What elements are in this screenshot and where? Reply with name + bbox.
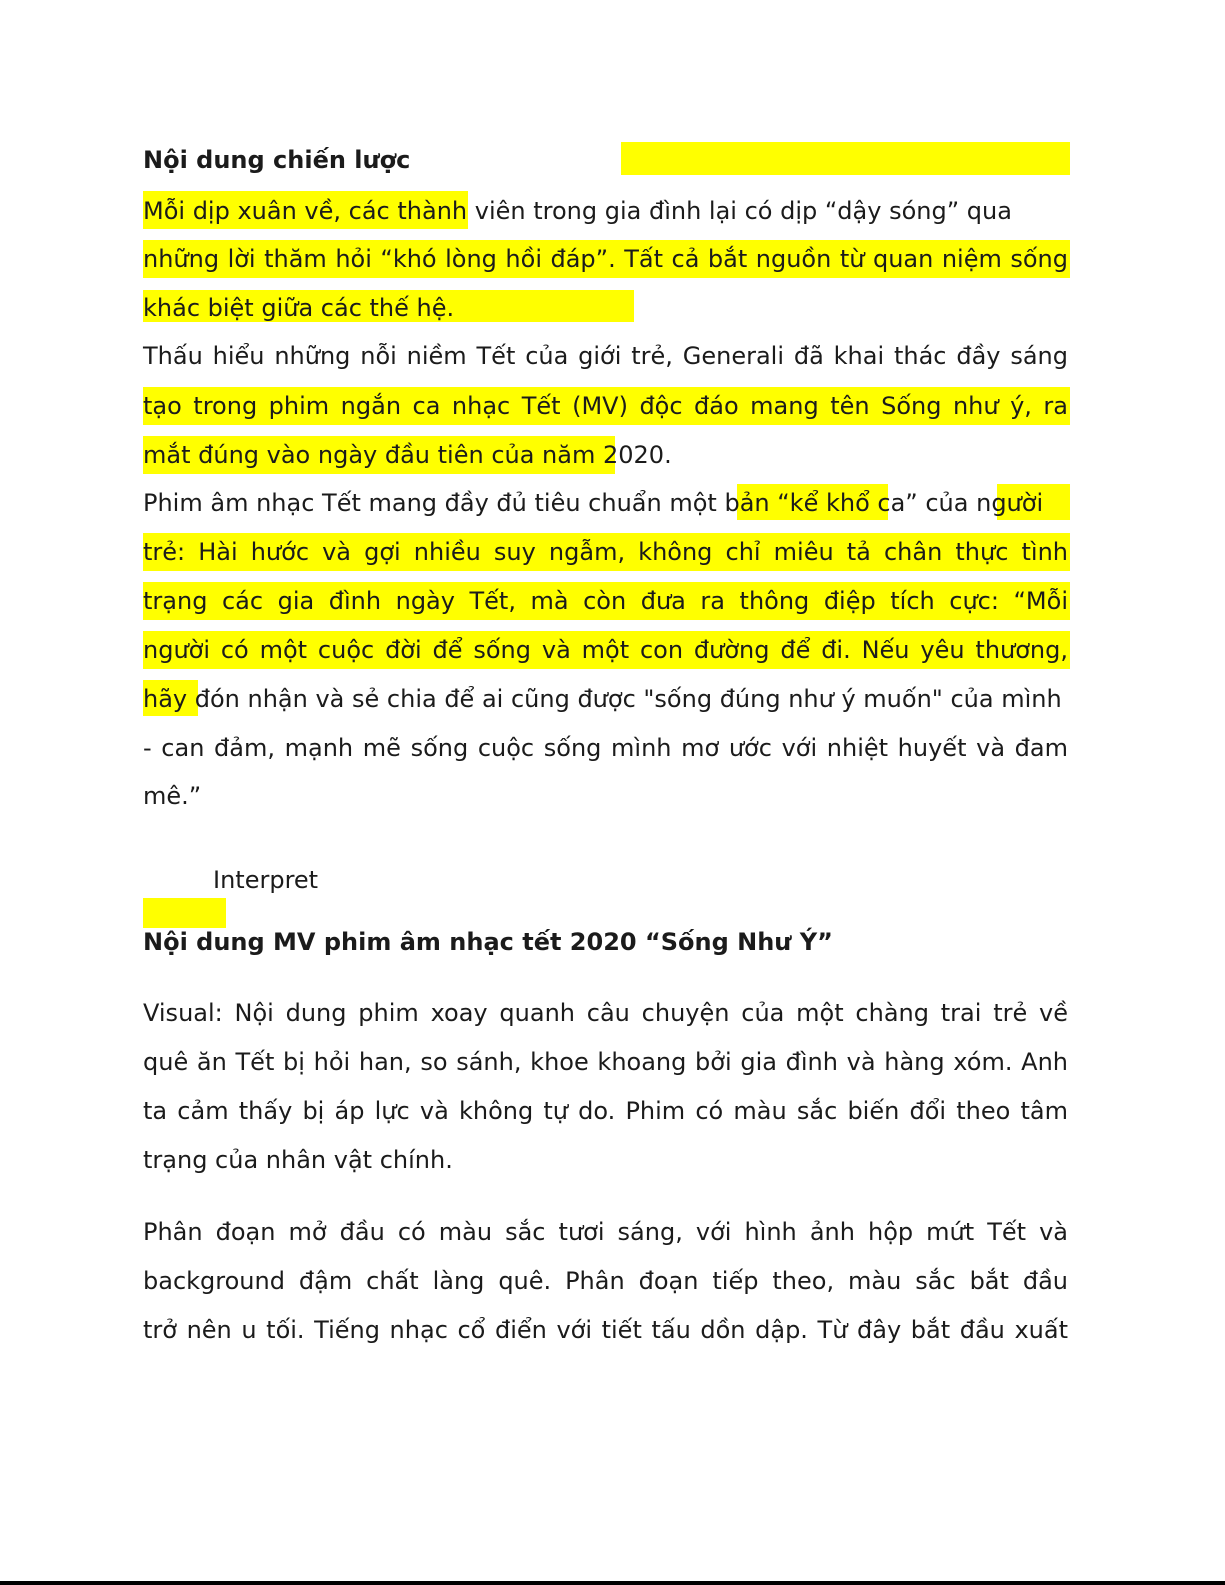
text-segment: hãy — [143, 685, 195, 713]
paragraph-line — [143, 685, 1068, 713]
paragraph-line: trạng của nhân vật chính. — [143, 1146, 453, 1174]
paragraph-line — [143, 441, 1068, 469]
paragraph-line: trở nên u tối. Tiếng nhạc cổ điển với tiết tấu dồn dập. Từ đây bắt đầu xuất — [143, 1316, 1068, 1344]
paragraph-line: Visual: Nội dung phim xoay quanh câu chuyện của một chàng trai trẻ về — [143, 999, 1068, 1027]
paragraph-line — [143, 197, 1068, 225]
paragraph-line: tạo trong phim ngắn ca nhạc Tết (MV) độc đáo mang tên Sống như ý, ra — [143, 392, 1068, 420]
page-bottom-border — [0, 1581, 1225, 1585]
paragraph-line: những lời thăm hỏi “khó lòng hồi đáp”. Tất cả bắt nguồn từ quan niệm sống — [143, 245, 1068, 273]
paragraph-line: trạng các gia đình ngày Tết, mà còn đưa ra thông điệp tích cực: “Mỗi — [143, 587, 1068, 615]
paragraph-line: Phân đoạn mở đầu có màu sắc tươi sáng, với hình ảnh hộp mứt Tết và — [143, 1218, 1068, 1246]
text-segment: người — [976, 489, 1044, 517]
text-segment: 2020. — [602, 441, 672, 469]
paragraph-line: quê ăn Tết bị hỏi han, so sánh, khoe khoang bởi gia đình và hàng xóm. Anh — [143, 1048, 1068, 1076]
text-segment: mắt đúng vào ngày đầu tiên của năm — [143, 441, 603, 469]
highlight-block — [143, 898, 226, 928]
paragraph-line: ta cảm thấy bị áp lực và không tự do. Phim có màu sắc biến đổi theo tâm — [143, 1097, 1068, 1125]
paragraph-line: - can đảm, mạnh mẽ sống cuộc sống mình mơ ước với nhiệt huyết và đam — [143, 734, 1068, 762]
section-heading: Nội dung MV phim âm nhạc tết 2020 “Sống Như Ý” — [143, 928, 833, 956]
paragraph-line: người có một cuộc đời để sống và một con đường để đi. Nếu yêu thương, — [143, 636, 1068, 664]
interpret-label: Interpret — [213, 866, 319, 894]
text-segment: Phim âm nhạc Tết mang đầy đủ tiêu chuẩn một — [143, 489, 725, 517]
text-segment: đón nhận và sẻ chia để ai cũng được "sống đúng như ý muốn" của mình — [194, 685, 1062, 713]
text-segment: Mỗi dịp xuân về, các thàn — [143, 197, 452, 225]
text-segment: ca” của — [869, 489, 977, 517]
section-heading: Nội dung chiến lược — [143, 146, 411, 174]
paragraph-line: Thấu hiểu những nỗi niềm Tết của giới trẻ, Generali đã khai thác đầy sáng — [143, 342, 1068, 370]
text-segment: bản “kể khổ — [724, 489, 870, 517]
paragraph-line: trẻ: Hài hước và gợi nhiều suy ngẫm, không chỉ miêu tả chân thực tình — [143, 538, 1068, 566]
paragraph-line: mê.” — [143, 782, 202, 810]
paragraph-line — [143, 489, 1068, 517]
text-segment: h viên trong gia đình lại có dịp “dậy sóng” qua — [451, 197, 1012, 225]
paragraph-line: background đậm chất làng quê. Phân đoạn tiếp theo, màu sắc bắt đầu — [143, 1267, 1068, 1295]
paragraph-line: khác biệt giữa các thế hệ. — [143, 294, 455, 322]
